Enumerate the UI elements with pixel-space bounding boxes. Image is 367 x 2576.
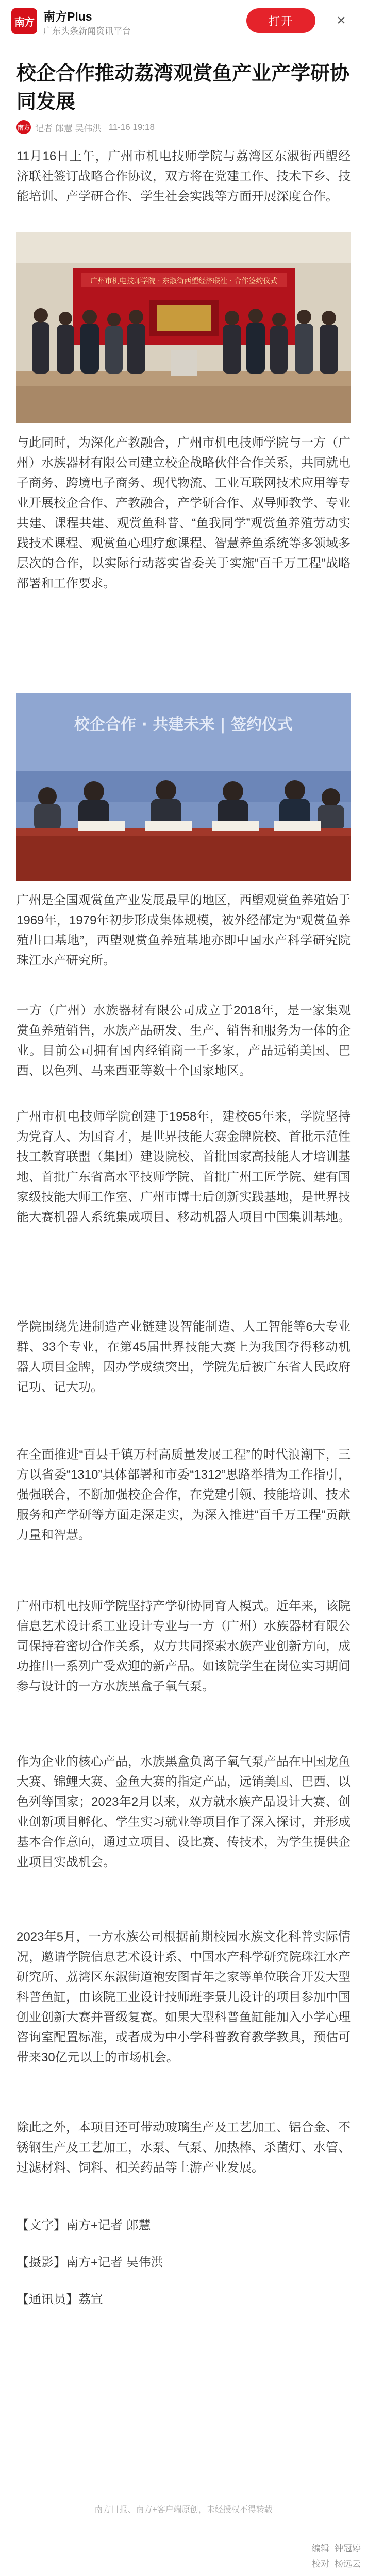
article-meta — [16, 120, 155, 135]
article-paragraph: 作为企业的核心产品，水族黑盒负离子氧气泵产品在中国龙鱼大赛、锦鲤大赛、金鱼大赛的指定产品，远销美国、巴西、以色列等国家；2023年2月以来，双方就水族产品设计大赛、创业创新项目孵化、学生实习就业等项目作了深入探讨，并形成基本合作意向，通过立项目、设比赛、传技术，为学生提供企业项目实战机会。 — [16, 1755, 351, 1869]
credit-text: 【文字】南方+记者 郎慧 — [16, 2218, 151, 2232]
article-paragraph: 除此之外，本项目还可带动玻璃生产及工艺加工、铝合金、不锈钢生产及工艺加工，水泵、气泵、加热棒、杀菌灯、水管、过滤材料、饲料、相关药品等上游产业发展。 — [16, 2121, 351, 2175]
reviewer-line — [258, 2556, 361, 2569]
article-author: 记者 郎慧 吴伟洪 — [35, 123, 102, 133]
open-app-button[interactable]: 打开 — [246, 8, 315, 33]
credit-photo: 【摄影】南方+记者 吴伟洪 — [16, 2256, 163, 2269]
app-logo: 南方 — [11, 8, 37, 34]
signing-photo — [16, 693, 351, 881]
article-paragraph: 学院围绕先进制造产业链建设智能制造、人工智能等6大专业群、33个专业，在第45届世界技能大赛上为我国夺得移动机器人项目金牌，因办学成绩突出，学院先后被广东省人民政府记功、记大功。 — [16, 1320, 351, 1394]
article-paragraph: 2023年5月，一方水族公司根据前期校园水族文化科普实际情况，邀请学院信息艺术设计系、中国水产科学研究院珠江水产研究所、荔湾区东淑街道袍安图青年之家等单位联合开发大型科普鱼缸，由该院工业设计技师班李景儿设计的项目参加中国创业创新大赛并晋级复赛。如果大型科普鱼缸能加入小学心理咨询室配置标准，或者成为中小学科普教育教学教具，预估可带来30亿元以上的市场机会。 — [16, 1930, 351, 2064]
editor-label: 编辑 — [312, 2544, 329, 2553]
article-photo — [16, 693, 351, 881]
article-paragraph: 广州市机电技师学院创建于1958年，建校65年来，学院坚持为党育人、为国育才，是世界技能大赛金牌院校、首批示范性技工教育联盟（集团）建设院校、首批国家高技能人才培训基地、首批广东省高水平技师学院、首批广州工匠学院、建有国家级技能大师工作室、广州市博士后创新实践基地，是世界技能大赛机器人系统集成项目、移动机器人项目中国集训基地。 — [16, 1110, 351, 1224]
close-icon[interactable]: × — [337, 12, 346, 29]
article-photo — [16, 232, 351, 423]
article-time: 11-16 19:18 — [108, 122, 155, 132]
article-paragraph: 与此同时，为深化产教融合，广州市机电技师学院与一方（广州）水族器材有限公司建立校企战略伙伴合作关系，共同就电子商务、跨境电子商务、现代物流、工业互联网技术应用等专业开展校企合作、产教融合，产学研合作、双导师教学、专业共建、课程共建、观赏鱼科普、“鱼我同学”观赏鱼养殖劳动实践技术课程、观赏鱼心理疗愈课程、智慧养鱼系统等多领域多层次的合作，以实际行动落实省委关于实施“百千万工程”战略部署和工作要求。 — [16, 436, 351, 590]
brand-name: 南方Plus — [43, 10, 92, 23]
ceremony-photo — [16, 232, 351, 423]
app-banner — [0, 0, 367, 41]
source-badge: 南方 — [16, 120, 31, 134]
article-paragraph: 广州是全国观赏鱼产业发展最早的地区，西塱观赏鱼养殖始于1969年，1979年初步形成集体规模，被外经部定为“观赏鱼养殖出口基地”，西塱观赏鱼养殖基地亦即中国水产科学研究院珠江水产研究所。 — [16, 893, 351, 968]
credit-correspondent: 【通讯员】荔宣 — [16, 2293, 103, 2307]
editor-line — [258, 2541, 361, 2554]
editor-name: 钟冠婷 — [335, 2544, 361, 2553]
article-title: 校企合作推动荔湾观赏鱼产业产学研协同发展 — [16, 63, 350, 113]
brand-subtitle: 广东头条新闻资讯平台 — [43, 26, 131, 36]
backdrop-text: 广州市机电技师学院 · 东淑街西塱经济联社 · 合作签约仪式 — [90, 277, 278, 285]
backdrop-text: 校企合作 · 共建未来 | 签约仪式 — [74, 716, 293, 734]
reviewer-name: 杨远云 — [335, 2559, 361, 2569]
reviewer-label: 校对 — [312, 2559, 329, 2569]
article-paragraph: 在全面推进“百县千镇万村高质量发展工程”的时代浪潮下，三方以省委“1310”具体部署和市委“1312”思路举措为工作指引，强强联合，不断加强校企合作，在党建引领、技能培训、技术服务和产学研等方面走深走实，为深入推进“百千万工程”贡献力量和智慧。 — [16, 1448, 351, 1542]
article-paragraph: 一方（广州）水族器材有限公司成立于2018年，是一家集观赏鱼养殖销售，水族产品研发、生产、销售和服务为一体的企业。目前公司拥有国内经销商一千多家，产品远销美国、巴西、以色列、马来西亚等数十个国家地区。 — [16, 1004, 351, 1078]
article-paragraph: 11月16日上午，广州市机电技师学院与荔湾区东淑街西塱经济联社签订战略合作协议，双方将在党建工作、技术下乡、技能培训、产学研合作、学生社会实践等方面开展深度合作。 — [16, 149, 351, 204]
article-paragraph: 广州市机电技师学院坚持产学研协同育人模式。近年来，该院信息艺术设计系工业设计专业与一方（广州）水族器材有限公司保持着密切合作关系，双方共同探索水族产业创新方向，成功推出一系列广受欢迎的新产品。如该院学生在岗位实习期间参与设计的一方水族黑盒子氧气泵。 — [16, 1599, 351, 1693]
copyright-notice: 南方日报、南方+客户端原创，未经授权不得转载 — [94, 2505, 273, 2514]
